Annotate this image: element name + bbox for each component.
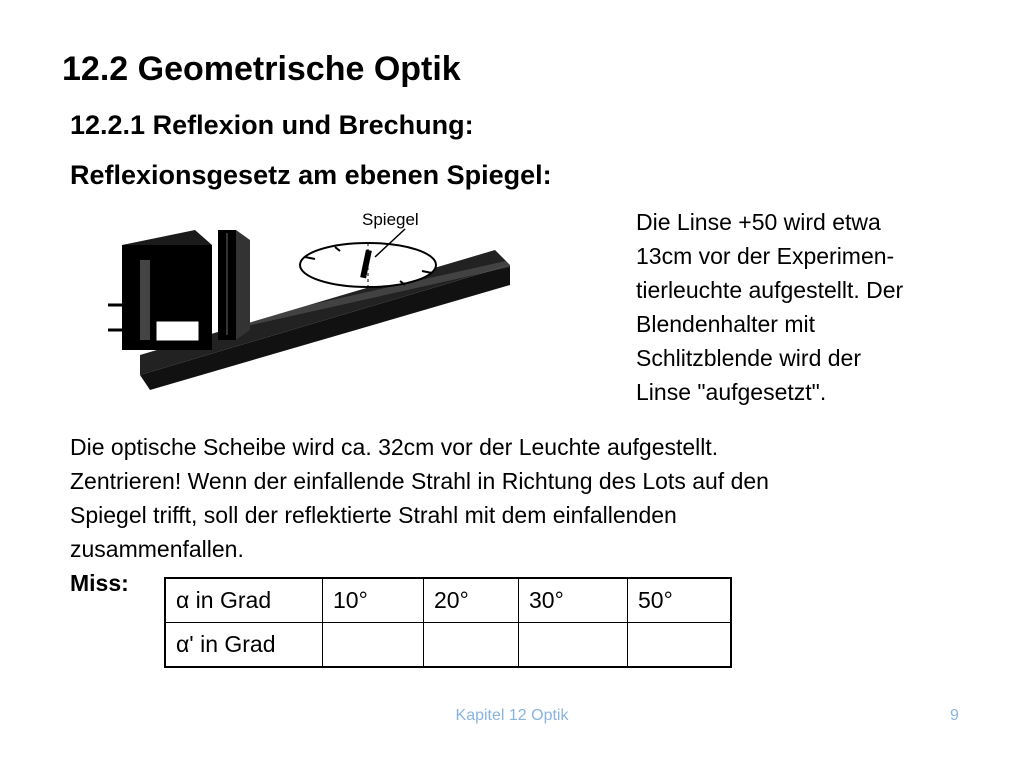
optical-bench-illustration: [100, 205, 520, 405]
side-text-line: Schlitzblende wird der: [636, 345, 862, 371]
table-cell-empty: [519, 623, 628, 668]
side-text-line: Linse "aufgesetzt".: [636, 379, 827, 405]
miss-label: Miss:: [70, 570, 129, 596]
section-subtitle: 12.2.1 Reflexion und Brechung:: [70, 110, 474, 140]
footer-chapter: Kapitel 12 Optik: [455, 707, 569, 724]
side-text-line: 13cm vor der Experimen-: [636, 243, 895, 269]
page-title: 12.2 Geometrische Optik: [62, 50, 461, 88]
side-text-line: tierleuchte aufgestellt. Der: [636, 277, 904, 303]
mirror-label: Spiegel: [362, 210, 419, 229]
law-heading: Reflexionsgesetz am ebenen Spiegel:: [70, 160, 552, 190]
table-cell: 10°: [323, 578, 424, 623]
main-paragraph: [70, 430, 970, 566]
side-text-line: Blendenhalter mit: [636, 311, 815, 337]
table-cell: 20°: [424, 578, 519, 623]
main-text-line: zusammenfallen.: [70, 536, 244, 562]
table-cell: 30°: [519, 578, 628, 623]
main-text-line: Zentrieren! Wenn der einfallende Strahl in Richtung des Lots auf den: [70, 468, 769, 494]
main-text-line: Spiegel trifft, soll der reflektierte Strahl mit dem einfallenden: [70, 502, 677, 528]
table-cell: α in Grad: [165, 578, 323, 623]
table-cell: 50°: [628, 578, 732, 623]
table-row: [165, 623, 731, 668]
table-row: [165, 578, 731, 623]
table-cell-empty: [628, 623, 732, 668]
main-text-line: Die optische Scheibe wird ca. 32cm vor der Leuchte aufgestellt.: [70, 434, 719, 460]
footer-page-number: 9: [950, 707, 959, 724]
lamp-switch: [155, 320, 200, 342]
table-cell-empty: [424, 623, 519, 668]
table-cell-empty: [323, 623, 424, 668]
side-paragraph: [636, 205, 996, 409]
side-text-line: Die Linse +50 wird etwa: [636, 209, 881, 235]
measurement-table: [164, 577, 732, 668]
table-cell: α' in Grad: [165, 623, 323, 668]
